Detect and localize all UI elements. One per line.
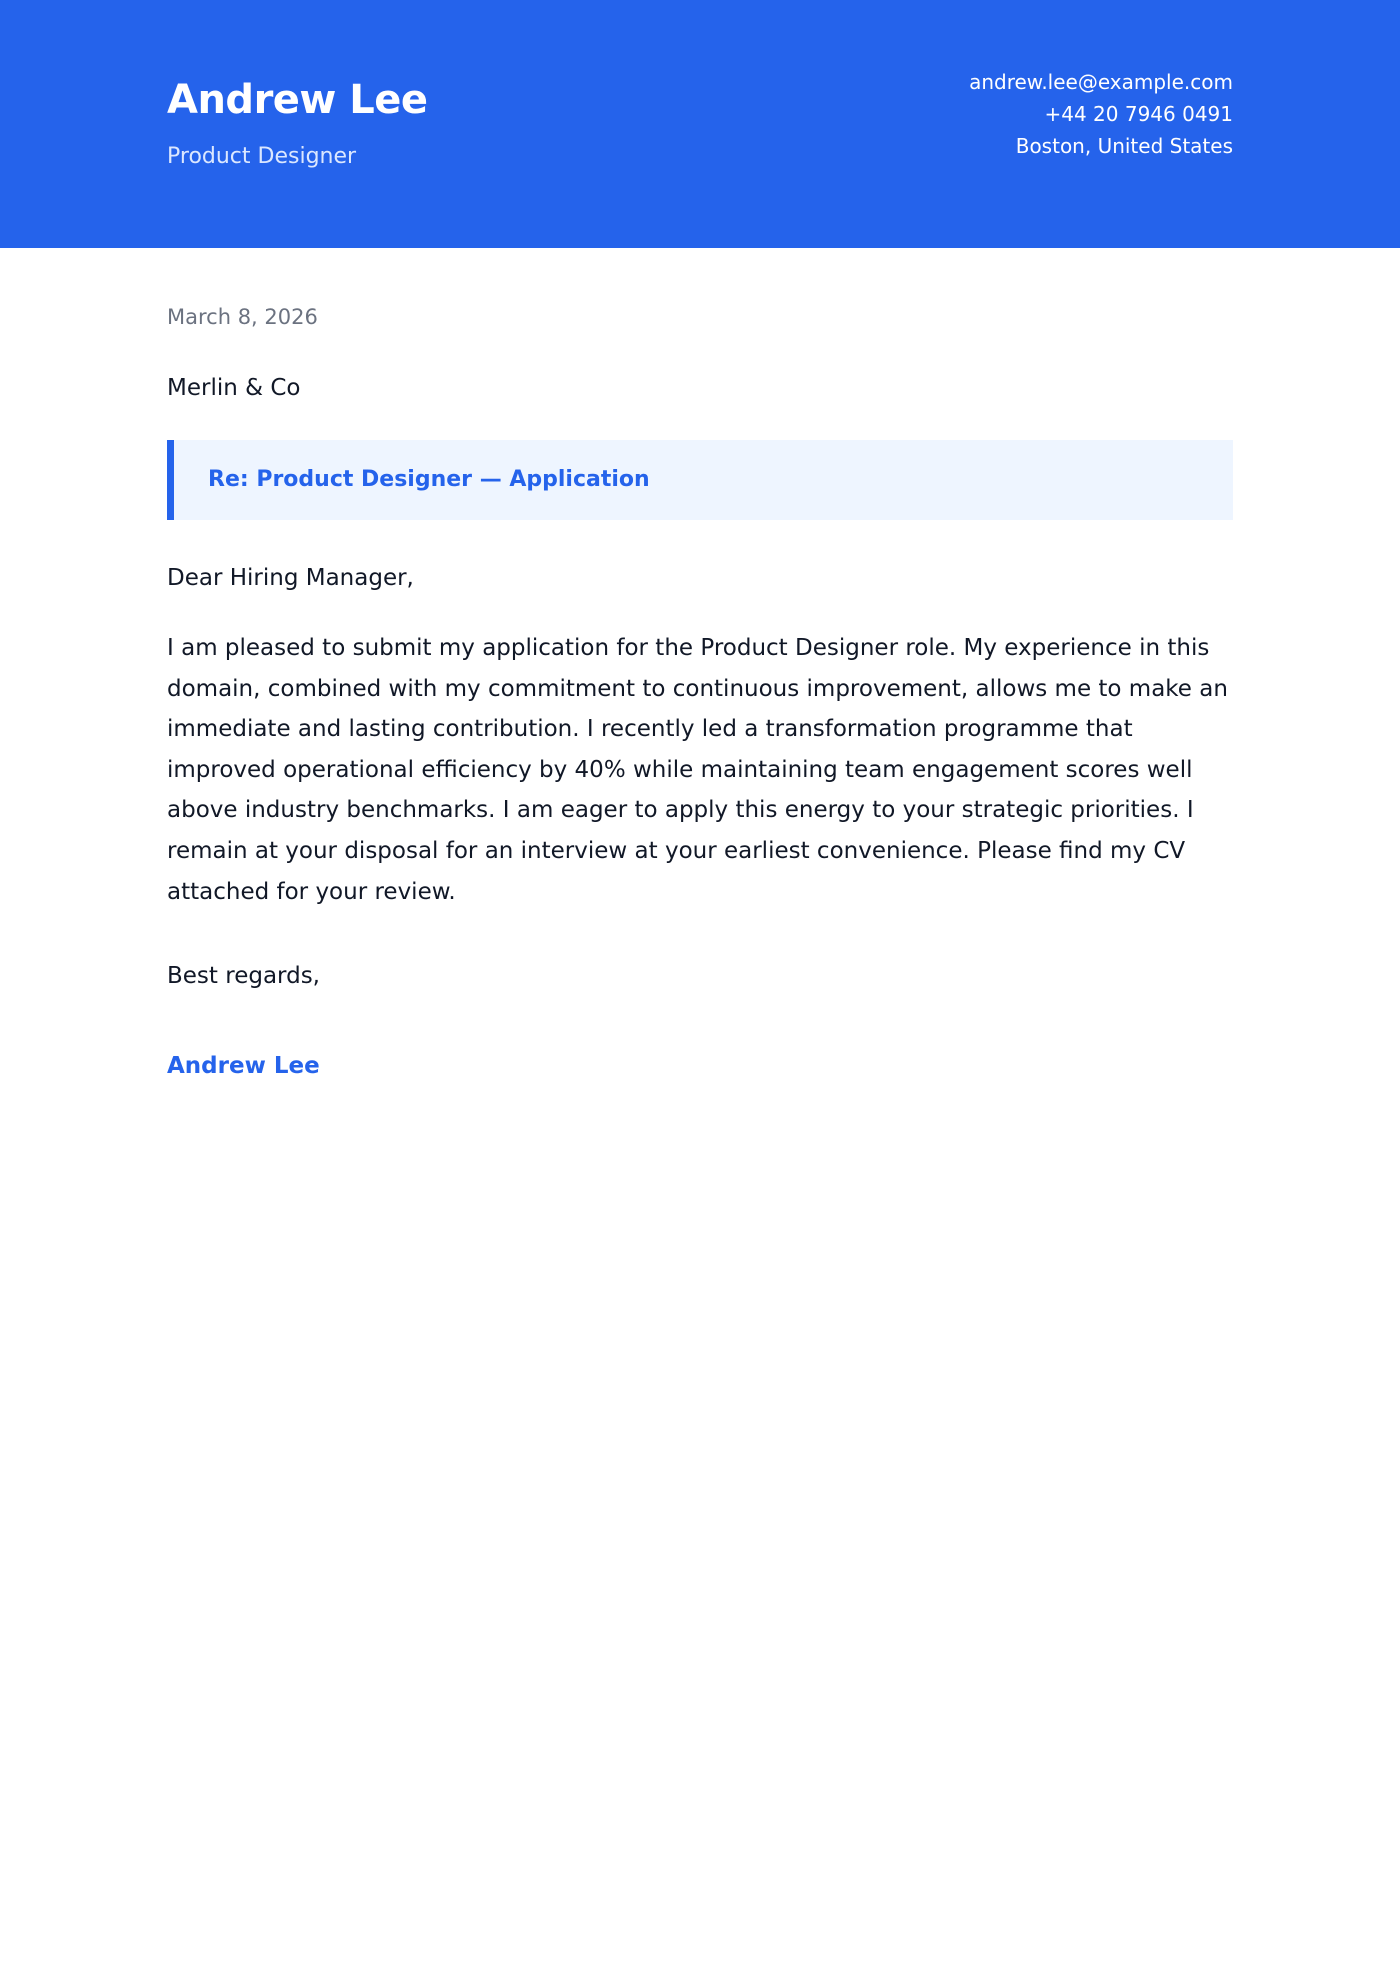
- salutation: Dear Hiring Manager,: [167, 565, 414, 591]
- letter-body: [167, 248, 1233, 1082]
- recipient-company: Merlin & Co: [167, 375, 301, 401]
- signature-name: Andrew Lee: [167, 1053, 320, 1080]
- letter-date: March 8, 2026: [167, 305, 318, 329]
- applicant-name: Andrew Lee: [167, 77, 428, 123]
- closing-line: Best regards,: [167, 963, 320, 990]
- body-paragraph: I am pleased to submit my application for the Product Designer role. My experience in this domain, combined with my commitment to continuous improvement, allows me to make an immediate and lasting contribution. I recently led a transformation programme that improved operational efficiency by 40% while maintaining team engagement scores well above industry benchmarks. I am eager to apply this energy to your strategic priorities. I remain at your disposal for an interview at your earliest convenience. Please find my CV attached for your review.: [167, 635, 1228, 905]
- applicant-title: Product Designer: [167, 144, 357, 169]
- letter-subject: Re: Product Designer — Application: [208, 467, 650, 492]
- subject-callout: [167, 440, 1233, 520]
- letter-header: [0, 0, 1400, 248]
- contact-location: Boston, United States: [1015, 134, 1233, 158]
- applicant-identity: [167, 74, 428, 172]
- contact-email: andrew.lee@example.com: [969, 70, 1233, 94]
- contact-details: [969, 66, 1233, 162]
- contact-phone: +44 20 7946 0491: [1044, 102, 1233, 126]
